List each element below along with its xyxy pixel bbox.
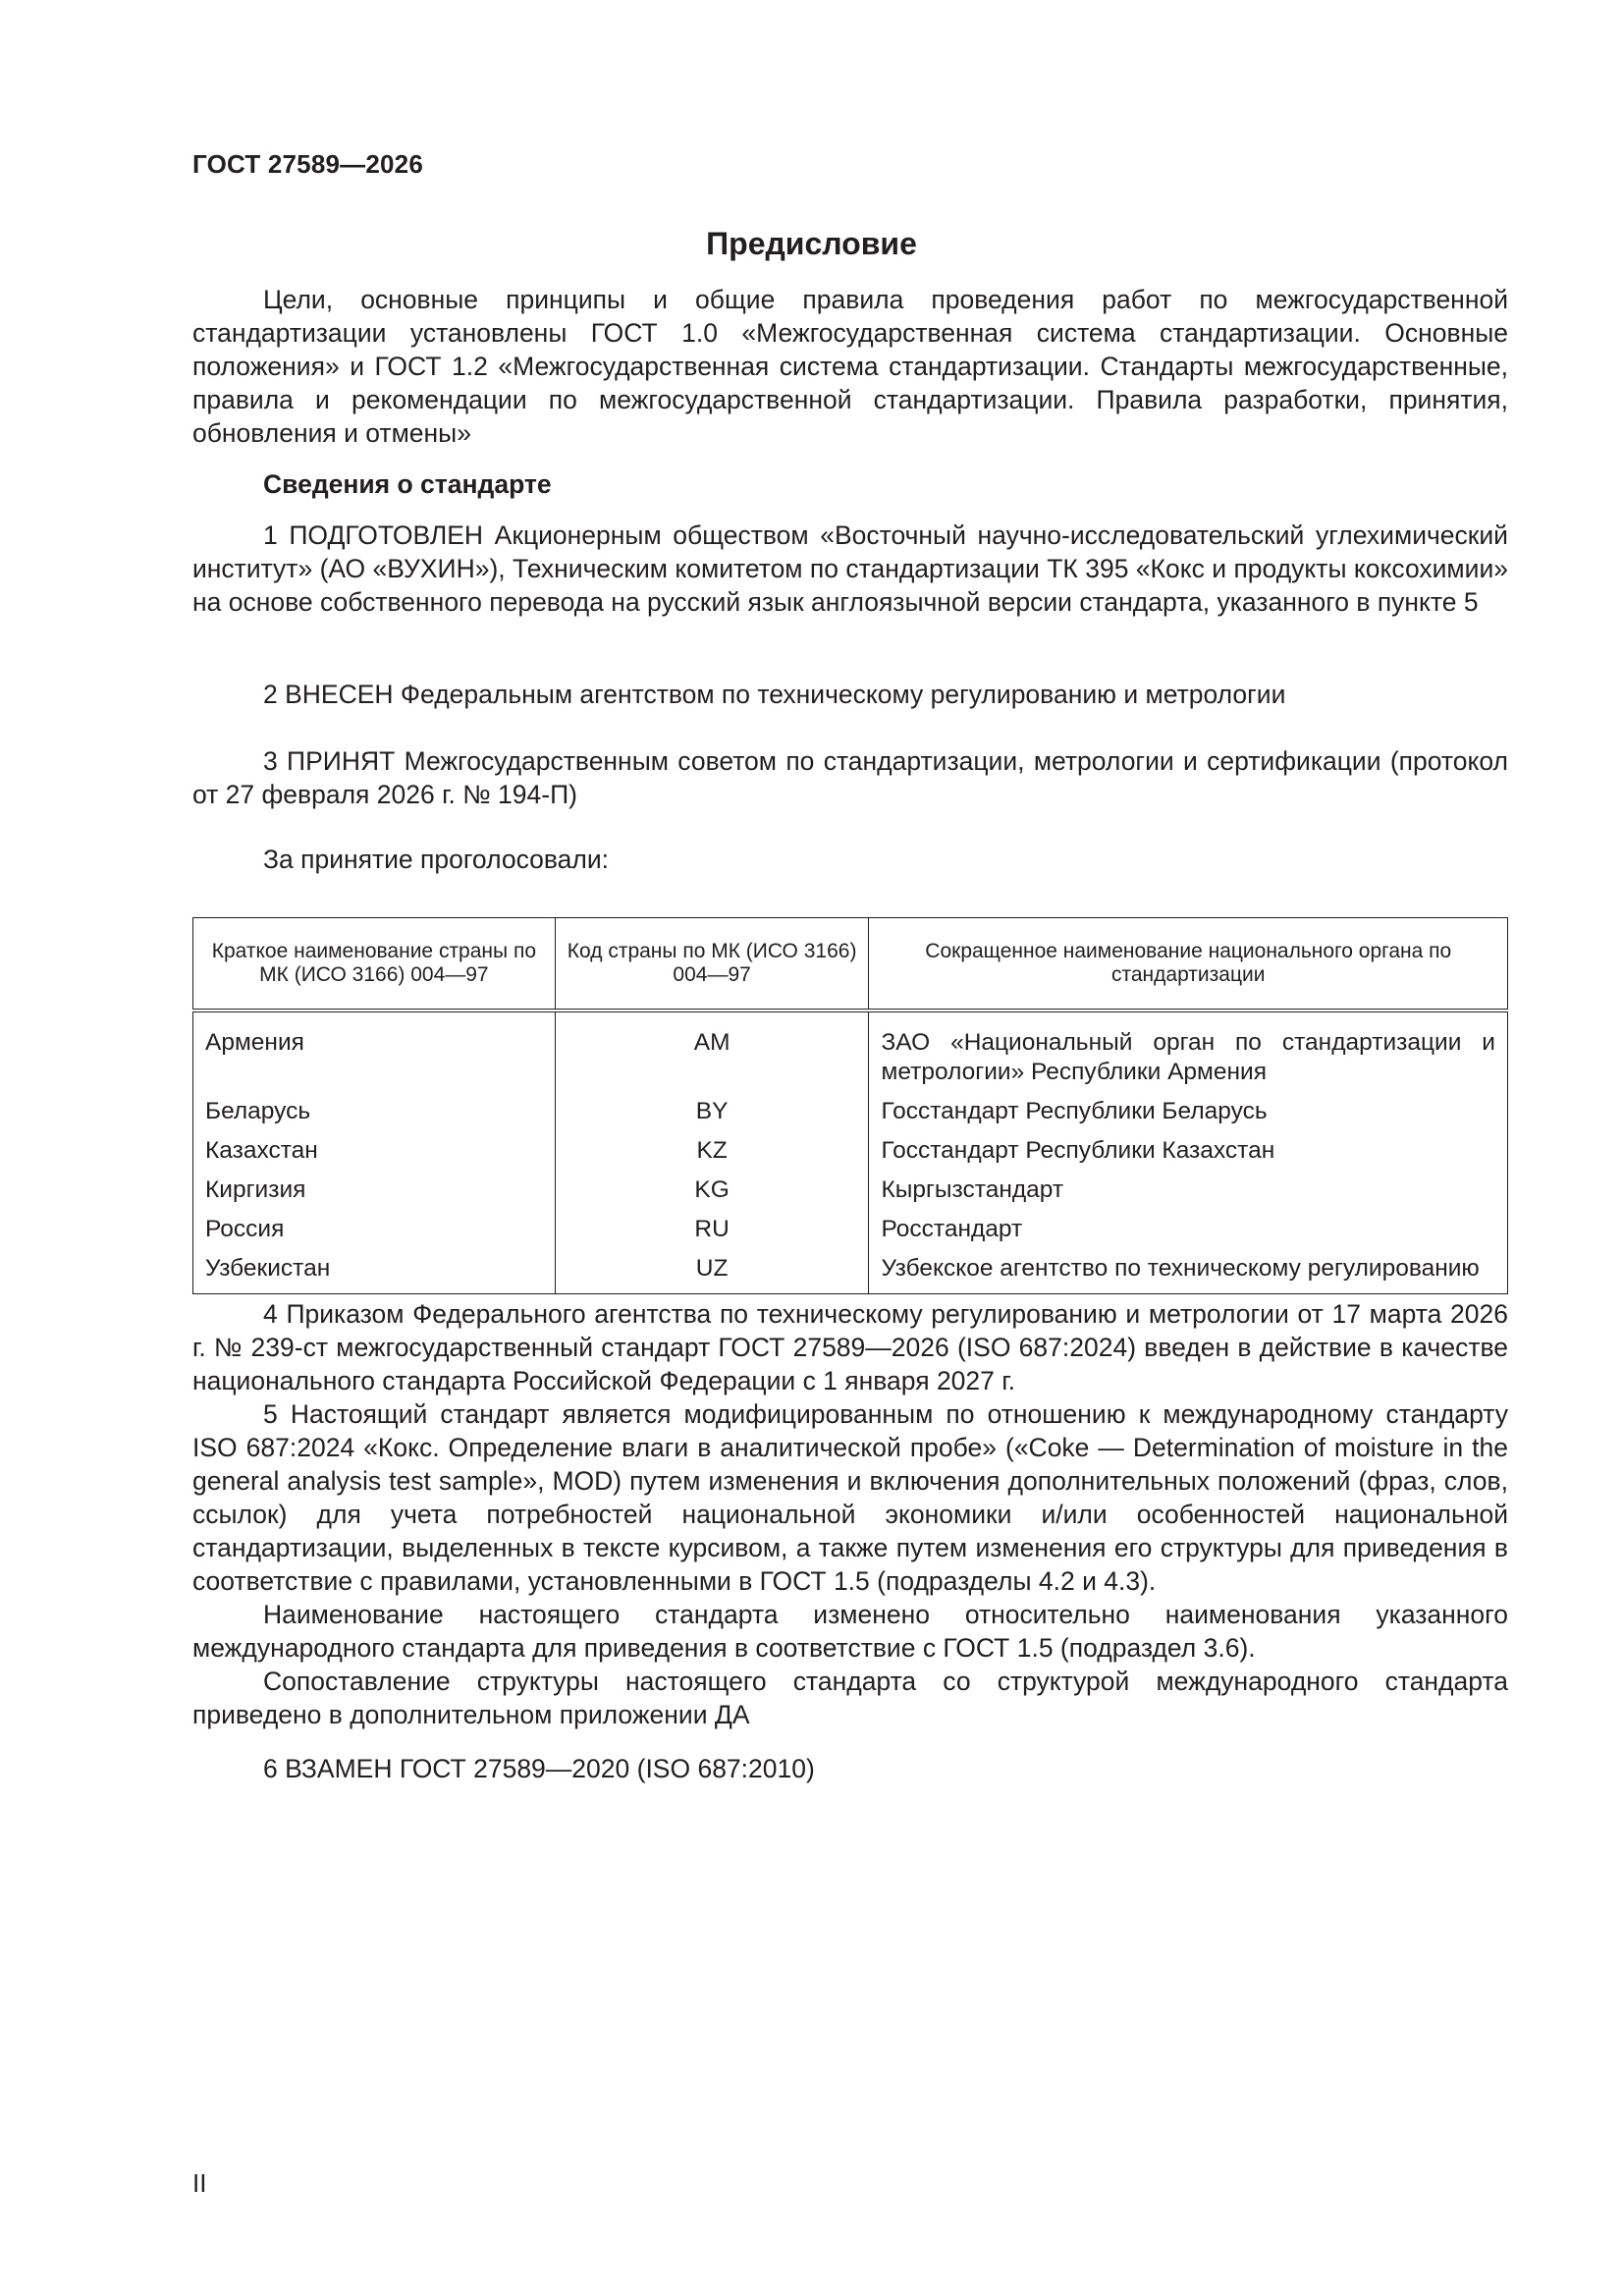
item-2-paragraph: 2 ВНЕСЕН Федеральным агентством по техническому регулированию и метрологии [263,680,1286,709]
country-cell: Киргизия [193,1171,556,1210]
org-cell: Госстандарт Республики Беларусь [869,1092,1508,1131]
intro-block [192,283,1508,450]
table-row [193,1249,1508,1294]
item-5-paragraph: 5 Настоящий стандарт является модифицированным по отношению к международному стандарту ISO 687:2024 «Кокс. Определение влаги в аналитической пробе» («Coke — Determination of moisture in the general analysis test sample», MOD) путем изменения и включения дополнительных положений (фраз, слов, ссылок) для учета потребностей национальной экономики и/или особенностей национальной стандартизации, выделенных в тексте курсивом, а также путем изменения его структуры для приведения в соответствие с правилами, установленными в ГОСТ 1.5 (подразделы 4.2 и 4.3). [192,1399,1508,1596]
table-row [193,1171,1508,1210]
country-cell: Армения [193,1011,556,1092]
header-country: Краткое наименование страны по МК (ИСО 3166) 004—97 [193,918,556,1011]
page-number: II [192,2168,207,2198]
item-2-block [192,678,1508,711]
item-1-block [192,519,1508,619]
code-cell: KZ [555,1131,869,1171]
page-title: Предисловие [706,226,917,261]
item-3-paragraph: 3 ПРИНЯТ Межгосударственным советом по стандартизации, метрологии и сертификации (протокол от 27 февраля 2026 г. № 194-П) [192,746,1508,809]
header-org: Сокращенное наименование национального органа по стандартизации [869,918,1508,1011]
org-cell: Узбекское агентство по техническому регулированию [869,1249,1508,1294]
country-cell: Узбекистан [193,1249,556,1294]
code-cell: UZ [555,1249,869,1294]
item-6-paragraph: 6 ВЗАМЕН ГОСТ 27589—2020 (ISO 687:2010) [263,1754,815,1783]
vote-intro-block [192,843,1508,876]
table-header-row [193,918,1508,1011]
item-1-paragraph: 1 ПОДГОТОВЛЕН Акционерным обществом «Восточный научно-исследовательский углехимический институт» (АО «ВУХИН»), Техническим комитетом по стандартизации ТК 395 «Кокс и продукты коксохимии» на основе собственного перевода на русский язык англоязычной версии стандарта, указанного в пункте 5 [192,520,1508,617]
country-cell: Беларусь [193,1092,556,1131]
vote-intro: За принятие проголосовали: [263,845,610,874]
code-cell: BY [555,1092,869,1131]
intro-paragraph: Цели, основные принципы и общие правила проведения работ по межгосударственной стандартизации установлены ГОСТ 1.0 «Межгосударственная система стандартизации. Основные положения» и ГОСТ 1.2 «Межгосударственная система стандартизации. Стандарты межгосударственные, правила и рекомендации по межгосударственной стандартизации. Правила разработки, принятия, обновления и отмены» [192,285,1508,448]
code-cell: AM [555,1011,869,1092]
code-cell: RU [555,1210,869,1249]
section-subheading: Сведения о стандарте [263,469,552,499]
org-cell: Кыргызстандарт [869,1171,1508,1210]
country-cell: Россия [193,1210,556,1249]
document-header: ГОСТ 27589—2026 [192,149,423,179]
item-6-block [192,1752,1508,1785]
item-4-paragraph: 4 Приказом Федерального агентства по техническому регулированию и метрологии от 17 марта 2026 г. № 239-ст межгосударственный стандарт ГОСТ 27589—2026 (ISO 687:2024) введен в действие в качестве национального стандарта Российской Федерации с 1 января 2027 г. [192,1299,1508,1395]
country-cell: Казахстан [193,1131,556,1171]
item-5-structure-paragraph: Сопоставление структуры настоящего стандарта со структурой международного стандарта приведено в дополнительном приложении ДА [192,1667,1508,1729]
items-4-5-block [192,1297,1508,1731]
item-5-name-paragraph: Наименование настоящего стандарта изменено относительно наименования указанного международного стандарта для приведения в соответствие с ГОСТ 1.5 (подраздел 3.6). [192,1600,1508,1663]
table-row [193,1131,1508,1171]
table-row [193,1092,1508,1131]
org-cell: Росстандарт [869,1210,1508,1249]
item-3-block [192,744,1508,811]
code-cell: KG [555,1171,869,1210]
header-code: Код страны по МК (ИСО 3166) 004—97 [555,918,869,1011]
voting-table [192,917,1508,1294]
org-cell: ЗАО «Национальный орган по стандартизации и метрологии» Республики Армения [869,1011,1508,1092]
org-cell: Госстандарт Республики Казахстан [869,1131,1508,1171]
table-row [193,1210,1508,1249]
table-row [193,1011,1508,1092]
